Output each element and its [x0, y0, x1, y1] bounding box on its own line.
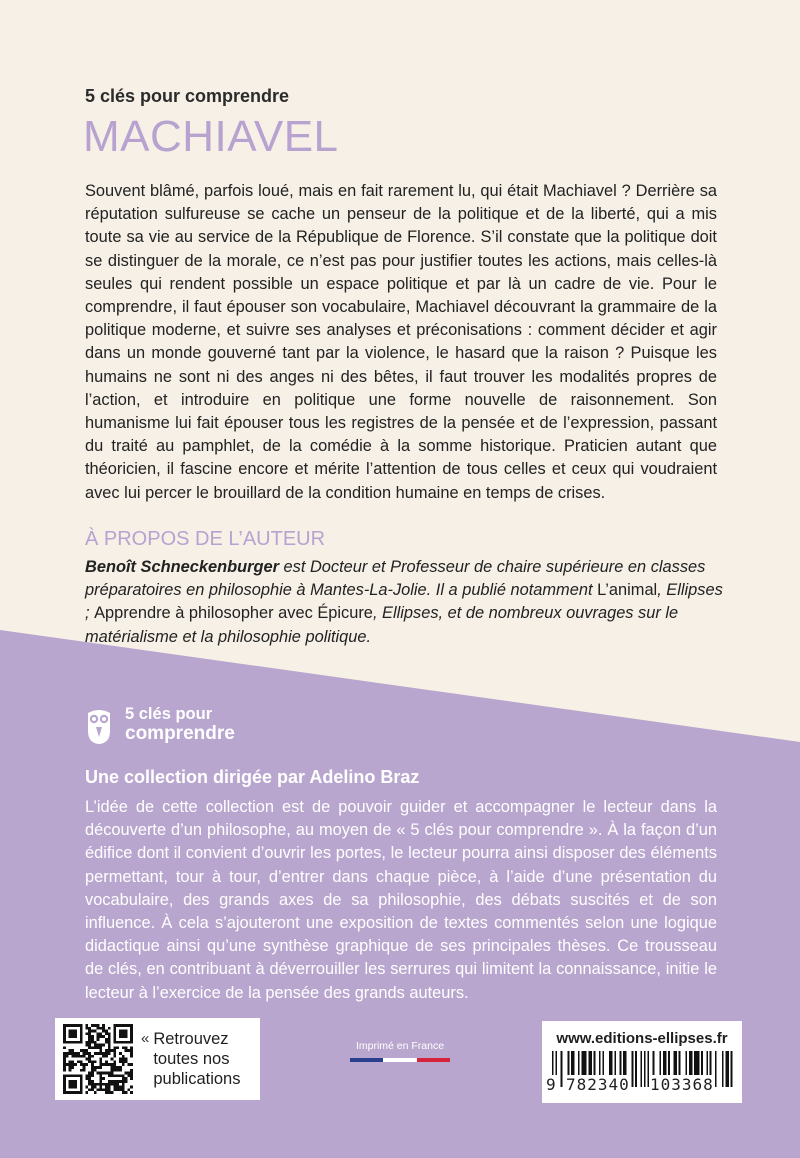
made-in-france	[350, 1040, 450, 1062]
qr-caption: Retrouvez toutes nos publications	[153, 1030, 241, 1088]
author-name: Benoît Schneckenburger	[85, 558, 279, 576]
barcode-panel: www.editions-ellipses.fr 9 782340 103368	[542, 1021, 742, 1103]
logo-line-2: comprendre	[125, 723, 235, 744]
french-flag-icon	[350, 1058, 450, 1062]
qr-code-icon[interactable]	[63, 1024, 133, 1094]
chevrons-left-icon: «	[141, 1030, 150, 1047]
website-url[interactable]: www.editions-ellipses.fr	[556, 1030, 728, 1047]
owl-icon	[85, 705, 113, 745]
logo-line-1: 5 clés pour	[125, 705, 213, 723]
book-reference: Apprendre à philosopher avec Épicure	[94, 604, 373, 623]
collection-heading: Une collection dirigée par Adelino Braz	[85, 767, 420, 787]
about-author-heading: À PROPOS DE L’AUTEUR	[85, 528, 326, 550]
series-kicker: 5 clés pour comprendre	[85, 86, 290, 106]
book-summary: Souvent blâmé, parfois loué, mais en fait rarement lu, qui était Machiavel ? Derrière sa réputation sulfureuse se cache un penseur de la politique et de la liberté, qui a mis toute sa vie au service de la République de Florence. S’il constate que la politique doit se distinguer de la morale, ce n’est pas pour justifier toutes les actions, mais celles-là seules qui rendent possible un espace politique et par là un cadre de vie. Pour le comprendre, il faut épouser son vocabulaire, Machiavel découvrant la grammaire de la politique moderne, et suivre ses analyses et préconisations : comment décider et agir dans un monde gouverné tant par la violence, le hasard que la raison ? Puisque les humains ne sont ni des anges ni des bêtes, il faut trouver les modalités propres de l’action, et introduire en politique une forme nouvelle de raisonnement. Son humanisme lui fait épouser tous les registres de la pensée et de l’expression, passant du traité au pamphlet, de la comédie à la somme historique. Praticien autant que théoricien, il fascine encore et mérite l’attention de tous celles et ceux qui voudraient avec lui percer le brouillard de la condition humaine en temps de crises.	[85, 182, 717, 502]
made-in-label: Imprimé en France	[355, 1040, 445, 1052]
collection-logo	[85, 704, 235, 745]
book-reference: L’animal	[597, 581, 658, 600]
collection-description: L’idée de cette collection est de pouvoir guider et accompagner le lecteur dans la découverte d’un philosophe, au moyen de « 5 clés pour comprendre ». À la façon d’un édifice dont il convient d’ouvrir les portes, le lecteur pourra ainsi disposer des éléments permettant, tour à tour, d’entrer dans chaque pièce, à l’aide d’une présentation du vocabulaire, des grands axes de sa philosophie, des débats suscités et de son influence. À cela s’ajouteront une exposition de textes commentés selon une logique didactique ainsi qu’une synthèse graphique de ses principales thèses. Ce trousseau de clés, en contribuant à déverrouiller les serrures qui limitent la connaissance, initie le lecteur à l’exercice de la pensée des grands auteurs.	[85, 798, 717, 1002]
book-title: MACHIAVEL	[83, 112, 339, 161]
qr-panel[interactable]	[55, 1018, 260, 1100]
about-author-text: Benoît Schneckenburger est Docteur et Professeur de chaire supérieure en classes préparatoires en philosophie à Mantes-La-Jolie. Il a publié notamment L’animal, Ellipses ; Apprendre à philosopher avec Épicure, Ellipses, et de nombreux ouvrages sur le matérialisme et la philosophie politique.	[85, 558, 723, 646]
